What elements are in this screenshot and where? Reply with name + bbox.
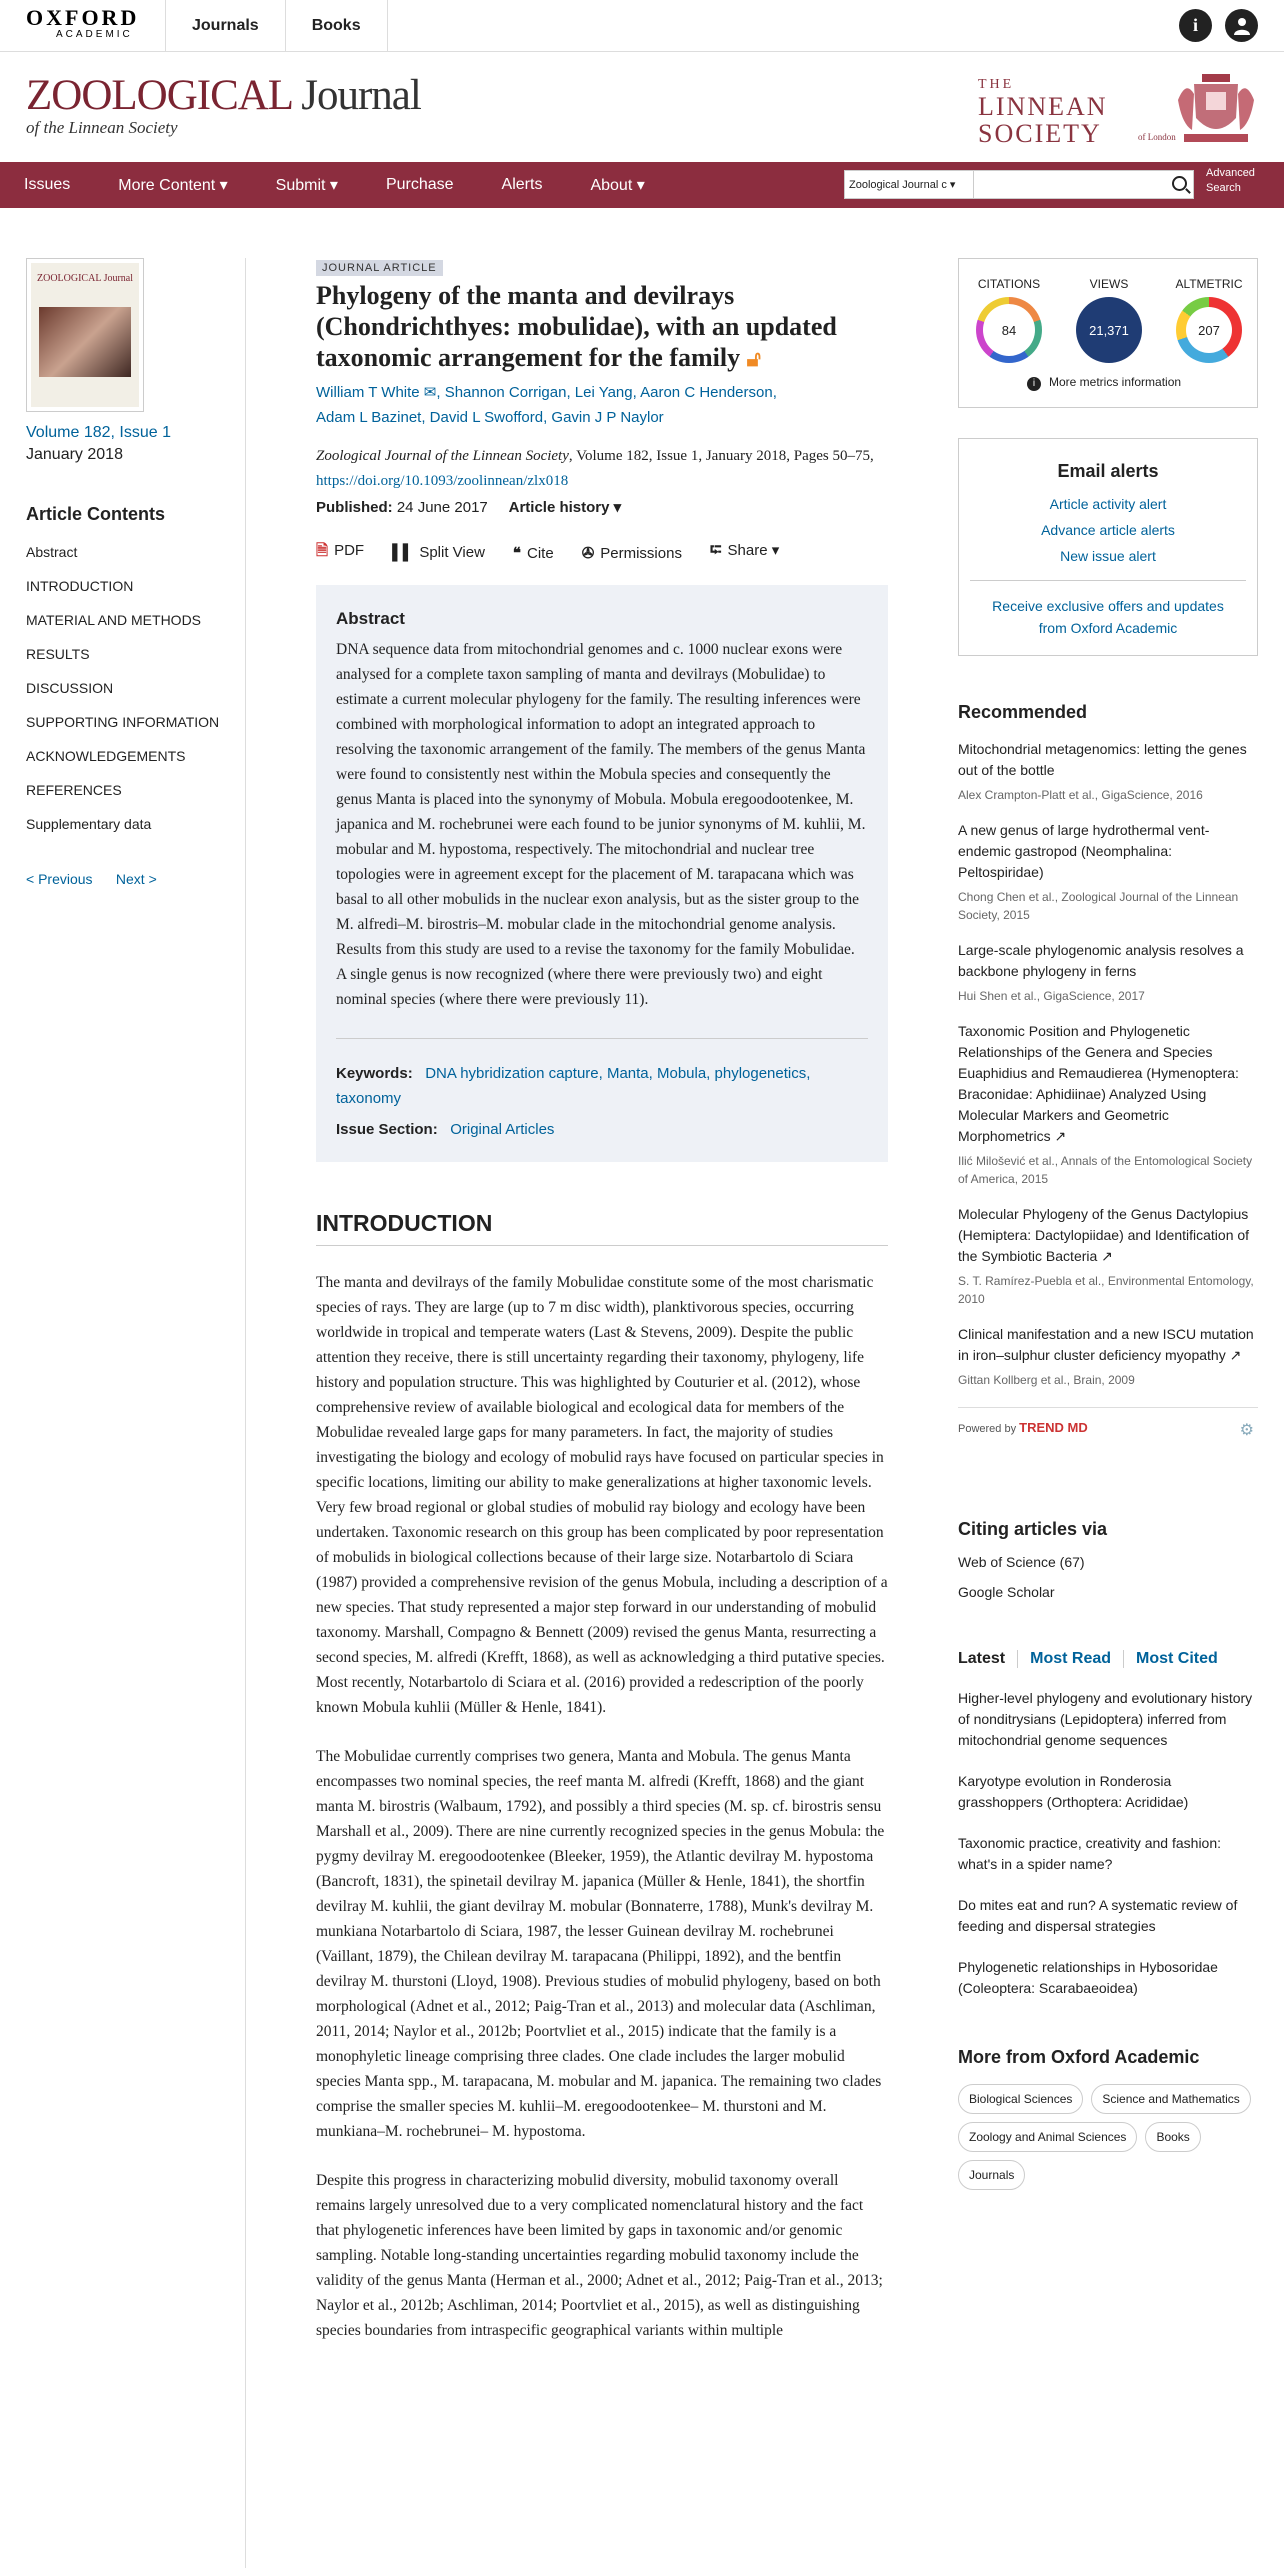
article-activity-alert-link[interactable]: Article activity alert xyxy=(1049,496,1167,512)
toc-references[interactable]: REFERENCES xyxy=(26,782,122,798)
introduction-section xyxy=(316,1210,888,2343)
recommended-item[interactable]: Mitochondrial metagenomics: letting the genes out of the bottle Alex Crampton-Platt et al., GigaScience, 2016 xyxy=(958,741,1247,802)
metrics-widget[interactable] xyxy=(958,258,1258,408)
article-tools xyxy=(316,540,888,565)
share-button[interactable]: ⮓︎ Share ▾ xyxy=(709,542,780,559)
top-bar xyxy=(0,0,1284,52)
article-title: Phylogeny of the manta and devilrays (Chondrichthyes: mobulidae), with an updated taxonomic arrangement for the family 🔓︎ xyxy=(316,281,837,372)
linnean-society-logo[interactable]: THE LINNEAN SOCIETY of London xyxy=(978,70,1258,150)
citing-articles-title: Citing articles via xyxy=(958,1519,1108,1539)
info-circle-icon: i xyxy=(1027,377,1041,391)
more-from-title: More from Oxford Academic xyxy=(958,2047,1200,2067)
more-from-section xyxy=(958,2047,1258,2190)
nav-purchase[interactable]: Purchase xyxy=(385,176,454,193)
recommended-item[interactable]: Large-scale phylogenomic analysis resolves a backbone phylogeny in ferns Hui Shen et al., GigaScience, 2017 xyxy=(958,942,1244,1003)
split-view-icon: ▌▌ xyxy=(392,544,414,561)
nav-submit[interactable]: Submit ▾ xyxy=(275,177,338,194)
chip-biological-sciences[interactable]: Biological Sciences xyxy=(958,2084,1083,2114)
main-nav-bar xyxy=(0,162,1284,208)
next-article-link[interactable]: Next > xyxy=(115,871,157,887)
previous-article-link[interactable]: < Previous xyxy=(26,871,93,887)
info-icon[interactable]: i xyxy=(1179,9,1212,42)
recommended-title: Recommended xyxy=(958,702,1088,722)
email-alerts-box xyxy=(958,438,1258,656)
toc-discussion[interactable]: DISCUSSION xyxy=(26,680,114,696)
doi-link[interactable]: https://doi.org/10.1093/zoolinnean/zlx018 xyxy=(316,473,569,489)
recommended-item[interactable]: A new genus of large hydrothermal vent-endemic gastropod (Neomphalina: Peltospiridae) Chong Chen et al., Zoological Journal of the Linnean Society, 2015 xyxy=(958,822,1239,922)
keyword-links[interactable]: DNA hybridization capture, Manta, Mobula, phylogenetics, taxonomy xyxy=(336,1065,811,1107)
advance-article-alerts-link[interactable]: Advance article alerts xyxy=(1041,522,1175,538)
abstract-title: Abstract xyxy=(336,609,405,628)
search-icon[interactable] xyxy=(1172,176,1187,191)
tab-most-cited[interactable]: Most Cited xyxy=(1136,1650,1218,1667)
pdf-button[interactable]: 🗎︎ PDF xyxy=(316,542,365,559)
search-input[interactable] xyxy=(974,170,1194,199)
latest-list xyxy=(958,1688,1258,1999)
share-icon: ⮓︎ xyxy=(709,542,722,559)
journal-header xyxy=(0,52,1284,162)
toc-supplementary[interactable]: Supplementary data xyxy=(26,816,152,832)
permissions-button[interactable]: ✇︎ Permissions xyxy=(581,544,682,562)
citations-metric[interactable]: CITATIONS 84 xyxy=(969,277,1049,363)
latest-item[interactable]: Taxonomic practice, creativity and fashion: what's in a spider name? xyxy=(958,1835,1222,1872)
issue-sidebar xyxy=(26,258,226,887)
google-scholar-link[interactable]: Google Scholar xyxy=(958,1584,1055,1600)
split-view-button[interactable]: ▌▌ Split View xyxy=(392,544,485,561)
latest-item[interactable]: Karyotype evolution in Ronderosia grasshoppers (Orthoptera: Acrididae) xyxy=(958,1773,1189,1810)
toc-introduction[interactable]: INTRODUCTION xyxy=(26,578,134,594)
citing-articles-section xyxy=(958,1519,1258,1600)
keywords-section: Keywords: DNA hybridization capture, Manta, Mobula, phylogenetics, taxonomy Issue Section: Original Articles xyxy=(336,1038,868,1142)
journal-cover-image[interactable]: ZOOLOGICAL Journal xyxy=(26,258,144,412)
latest-item[interactable]: Do mites eat and run? A systematic review of feeding and dispersal strategies xyxy=(958,1897,1238,1934)
toc-acknowledgements[interactable]: ACKNOWLEDGEMENTS xyxy=(26,748,186,764)
nav-journals[interactable]: Journals xyxy=(166,0,286,51)
quote-icon: ❝ xyxy=(512,544,521,562)
journal-title[interactable]: ZOOLOGICAL Journal of the Linnean Society xyxy=(26,72,421,137)
recommended-section xyxy=(958,702,1258,1439)
intro-paragraph-1: The manta and devilrays of the family Mobulidae constitute some of the most charismatic species of rays. They are large (up to 7 m disc width), planktivorous species, occurring worldwide in tropical and temperate waters (Last & Stevens, 2009). Despite the public attention they receive, there is still uncertainty regarding their taxonomy, phylogeny, life history and population structure. This was highlighted by Couturier et al. (2012), whose comprehensive review of available biological and ecological data for members of the Mobulidae revealed large gaps for many parameters. In fact, the majority of studies investigating the biology and ecology of mobulid rays have focused on particular species in specific locations, limiting our ability to make generalizations at higher taxonomic levels. Very few broad regional or global studies of mobulid ray biology and ecology have been undertaken. Taxonomic research on this group has been complicated by poor representation of mobulids in biological collections because of their large size. Notarbartolo di Sciara (1987) provided a comprehensive revision of the genus Mobula, including a description of a new species. That study represented a major step forward in our understanding of mobulid taxonomy. Marshall, Compagno & Bennett (2009) revised the genus Manta, resurrecting a second species, M. alfredi (Krefft, 1868), as well as acknowledging a third putative species. Most recently, Notarbartolo di Sciara et al. (2016) provided a redescription of the poorly known Mobula kuhlii (Müller & Henle, 1841). xyxy=(316,1274,888,1716)
society-crest-icon xyxy=(1174,70,1258,146)
altmetric-badge[interactable]: ALTMETRIC 207 xyxy=(1169,277,1249,363)
right-sidebar xyxy=(958,258,1258,2190)
chip-zoology[interactable]: Zoology and Animal Sciences xyxy=(958,2122,1137,2152)
issue-date: January 2018 xyxy=(26,446,123,463)
exclusive-offers-link[interactable]: Receive exclusive offers and updates from Oxford Academic xyxy=(992,598,1224,636)
tab-most-read[interactable]: Most Read xyxy=(1030,1650,1124,1668)
abstract-text: DNA sequence data from mitochondrial genomes and c. 1000 nuclear exons were analysed for a complete taxon sampling of manta and devilrays (Mobulidae) to estimate a current molecular phylogeny for the family. The resulting inferences were combined with morphological information to adopt an integrated approach to resolving the taxonomic arrangement of the family. The members of the genus Manta were found to consistently nest within the Mobula species and consequently the genus Manta is placed into the synonymy of Mobula. Mobula eregoodootenkee, M. japanica and M. rochebrunei were each found to be junior synonyms of M. kuhlii, M. mobular and M. hypostoma, respectively. The mitochondrial and nuclear tree topologies were in agreement except for the placement of M. tarapacana which was basal to all other mobulids in the nuclear exon analysis, but as the sister group to the M. alfredi–M. birostris–M. mobular clade in the mitochondrial genome analysis. Results from this study are used to a revise the taxonomy for the family Mobulidae. A single genus is now recognized (where there were previously two) and eight nominal species (where there were previously 11). xyxy=(336,641,866,1008)
more-metrics-link[interactable]: i More metrics information xyxy=(1027,375,1181,391)
citation-info: Zoological Journal of the Linnean Society, Volume 182, Issue 1, January 2018, Pages 50–75, https://doi.org/10.1093/zoolinnean/zlx018 xyxy=(316,448,874,489)
recommended-item[interactable]: Clinical manifestation and a new ISCU mutation in iron–sulphur cluster deficiency myopathy ↗ Gittan Kollberg et al., Brain, 2009 xyxy=(958,1326,1254,1387)
pdf-icon: 🗎︎ xyxy=(316,542,329,559)
chip-journals[interactable]: Journals xyxy=(958,2160,1025,2190)
nav-alerts[interactable]: Alerts xyxy=(501,176,543,193)
advanced-search-link[interactable]: Advanced Search xyxy=(1206,167,1255,194)
views-metric[interactable]: VIEWS 21,371 xyxy=(1069,277,1149,363)
author-list[interactable]: William T White ✉, Shannon Corrigan, Lei Yang, Aaron C Henderson, Adam L Bazinet, David L Swofford, Gavin J P Naylor xyxy=(316,384,777,426)
latest-item[interactable]: Higher-level phylogeny and evolutionary history of nonditrysians (Lepidoptera) inferred from mitochondrial genome sequences xyxy=(958,1690,1253,1748)
article-history-toggle[interactable]: Article history ▾ xyxy=(508,499,622,516)
nav-more-content[interactable]: More Content ▾ xyxy=(118,177,228,194)
nav-books[interactable]: Books xyxy=(286,0,388,51)
new-issue-alert-link[interactable]: New issue alert xyxy=(1060,548,1156,564)
chip-books[interactable]: Books xyxy=(1145,2122,1200,2152)
recommended-item[interactable]: Taxonomic Position and Phylogenetic Relationships of the Genera and Species Euaphidius and Remaudierea (Hymenoptera: Braconidae: Aphidiinae) Analyzed Using Molecular Markers and Geometric Morphometrics ↗ Ilić Milošević et al., Annals of the Entomological Society of America, 2015 xyxy=(958,1023,1253,1186)
nav-issues[interactable]: Issues xyxy=(24,176,71,193)
web-of-science-link[interactable]: Web of Science (67) xyxy=(958,1554,1085,1570)
toc-methods[interactable]: MATERIAL AND METHODS xyxy=(26,612,202,628)
toc-abstract[interactable]: Abstract xyxy=(26,544,78,560)
article-contents-list xyxy=(26,535,226,841)
nav-about[interactable]: About ▾ xyxy=(590,177,645,194)
issue-link[interactable]: Volume 182, Issue 1 xyxy=(26,424,171,441)
intro-paragraph-3: Despite this progress in characterizing mobulid diversity, mobulid taxonomy overall remains largely unresolved due to a very complicated nomenclatural history and the fact that phylogenetic inferences have been limited by gaps in taxonomic and/or genomic sampling. Notable long-standing uncertainties regarding mobulid taxonomy include the validity of the genus Manta (Herman et al., 2000; Adnet et al., 2012; Paig-Tran et al., 2013; Naylor et al., 2012b; Aschliman, 2014; Poortvliet et al., 2015), as well as distinguishing species boundaries from intraspecific geographical variants within multiple xyxy=(316,2172,883,2339)
abstract-box xyxy=(316,585,888,1162)
latest-tabs xyxy=(958,1650,1258,1668)
toc-supporting-information[interactable]: SUPPORTING INFORMATION xyxy=(26,714,220,730)
email-alerts-title: Email alerts xyxy=(1057,461,1159,481)
key-icon: ✇︎ xyxy=(581,544,595,562)
search-scope-select[interactable]: Zoological Journal c ▾ xyxy=(844,170,974,199)
gear-icon: ⚙︎ xyxy=(1239,1422,1254,1439)
intro-paragraph-2: The Mobulidae currently comprises two genera, Manta and Mobula. The genus Manta encompasses two nominal species, the reef manta M. alfredi (Krefft, 1868) and the giant manta M. birostris (Walbaum, 1792), and possibly a third species (M. sp. cf. birostris sensu Marshall et al., 2009). There are nine currently recognized species in the genus Mobula: the pygmy devilray M. eregoodootenkee (Bleeker, 1959), the Atlantic devilray M. hypostoma (Bancroft, 1831), the spinetail devilray M. japanica (Müller & Henle, 1841), the shortfin devilray M. kuhlii, the giant devilray M. mobular (Bonnaterre, 1788), Munk's devilray M. munkiana Notarbartolo di Sciara, 1987, the lesser Guinean devilray M. rochebrunei (Vaillant, 1879), the Chilean devilray M. tarapacana (Philippi, 1892), and the bentfin devilray M. thurstoni (Lloyd, 1908). Previous studies of mobulid phylogeny, based on both morphological (Adnet et al., 2012; Paig-Tran et al., 2013) and molecular data (Aschliman, 2011, 2014; Naylor et al., 2012b; Poortvliet et al., 2015) indicate that the family is a monophyletic lineage comprising three clades. One clade includes the larger mobulid species Manta spp., M. tarapacana, M. mobular and M. japanica. The remaining two clades comprise the smaller species M. kuhlii–M. eregoodootenkee– M. thurstoni and M. munkiana–M. rochebrunei– M. hypostoma. xyxy=(316,1748,885,2140)
article-type-badge: JOURNAL ARTICLE xyxy=(316,260,443,276)
introduction-heading: INTRODUCTION xyxy=(316,1210,888,1246)
cite-button[interactable]: ❝ Cite xyxy=(512,544,554,562)
chip-science-mathematics[interactable]: Science and Mathematics xyxy=(1091,2084,1250,2114)
toc-results[interactable]: RESULTS xyxy=(26,646,90,662)
latest-item[interactable]: Phylogenetic relationships in Hybosoridae (Coleoptera: Scarabaeoidea) xyxy=(958,1959,1218,1996)
tab-latest[interactable]: Latest xyxy=(958,1650,1018,1668)
recommended-item[interactable]: Molecular Phylogeny of the Genus Dactylopius (Hemiptera: Dactylopiidae) and Identification of the Symbiotic Bacteria ↗ S. T. Ramírez-Puebla et al., Environmental Entomology, 2010 xyxy=(958,1206,1254,1306)
trendmd-credit[interactable]: Powered by TREND MD ⚙︎ xyxy=(958,1407,1258,1435)
user-account-icon[interactable] xyxy=(1225,9,1258,42)
oxford-academic-logo[interactable]: OXFORD ACADEMIC xyxy=(0,0,166,51)
article-contents-title: Article Contents xyxy=(26,504,166,524)
open-access-icon: 🔓︎ xyxy=(746,346,761,371)
article-main xyxy=(316,258,888,2343)
issue-section-link[interactable]: Original Articles xyxy=(450,1121,555,1138)
published-info: Published: 24 June 2017 Article history ▾ xyxy=(316,499,622,516)
